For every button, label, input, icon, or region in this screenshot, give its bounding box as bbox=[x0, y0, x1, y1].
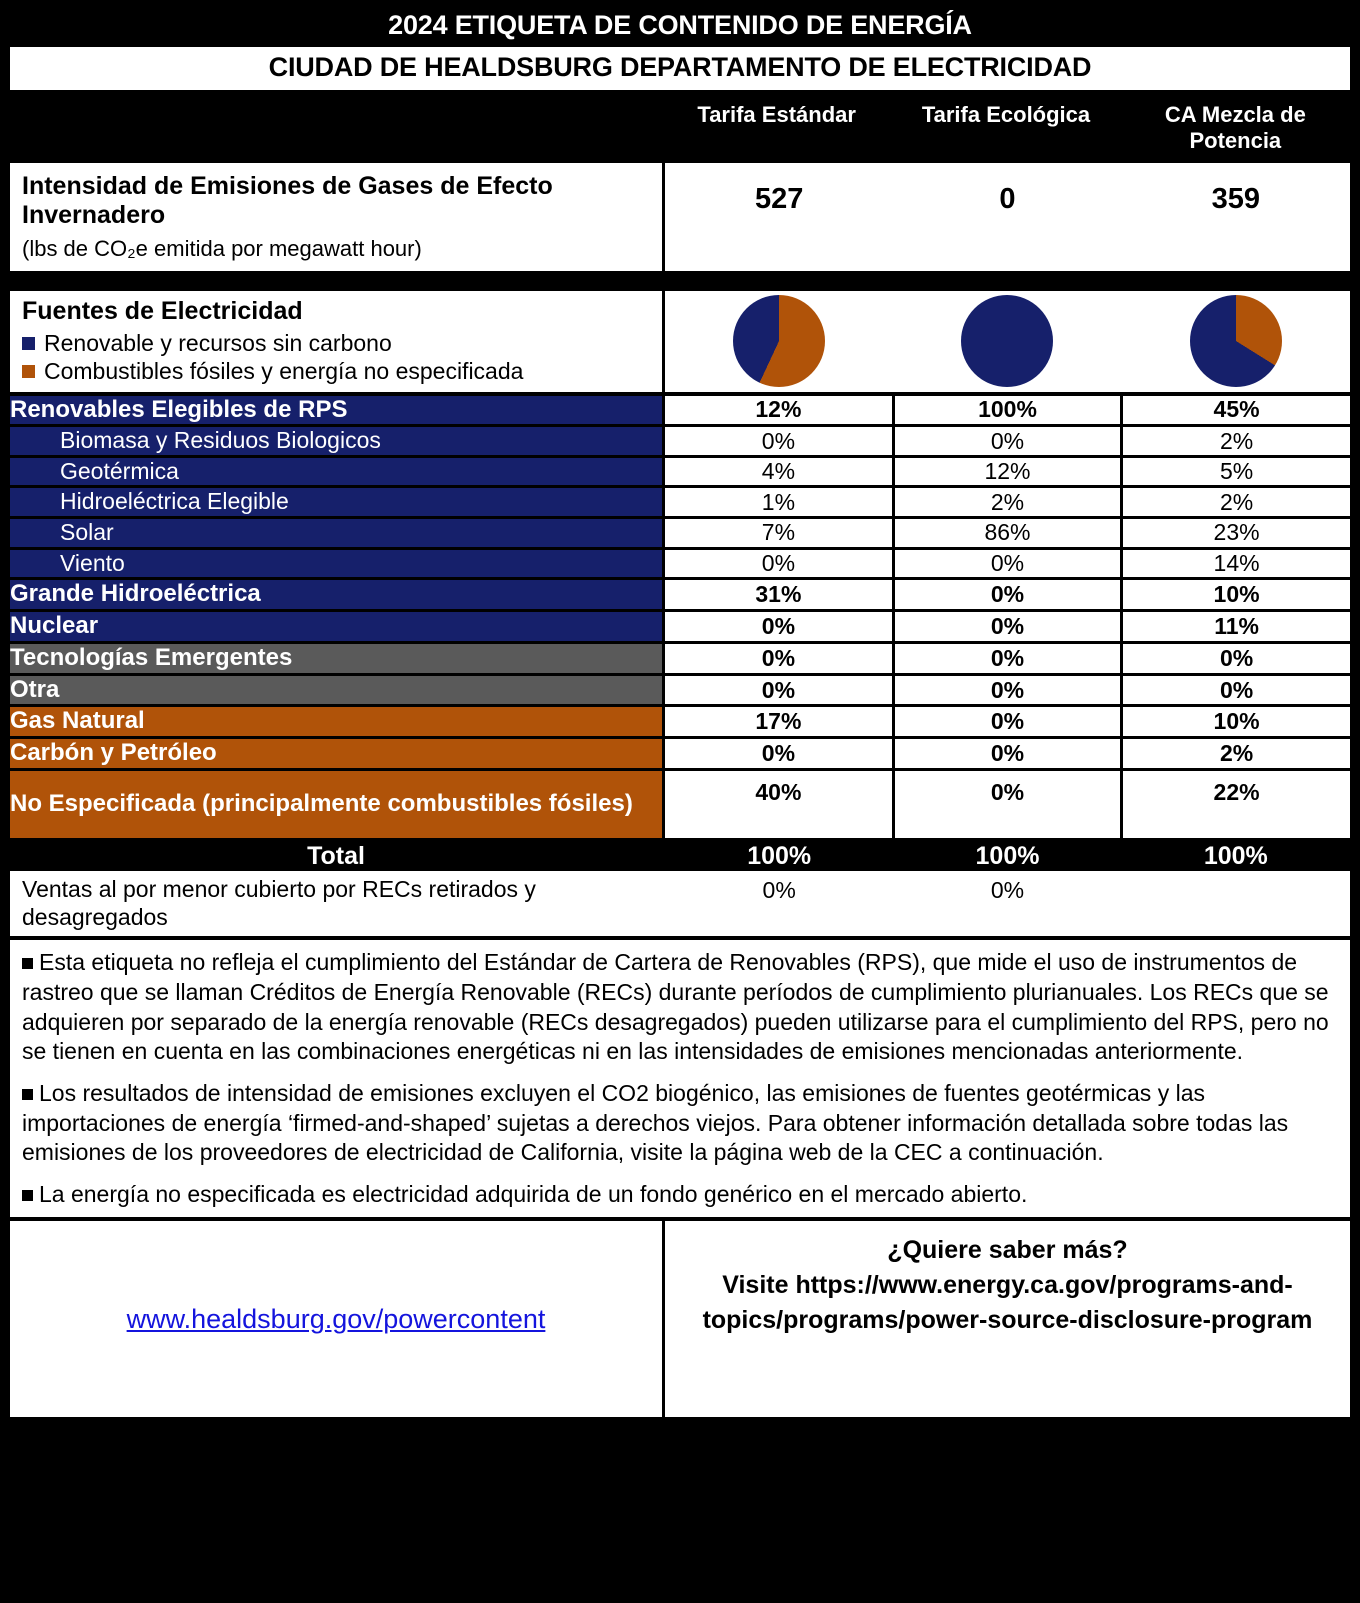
row-value-eco: 0% bbox=[893, 642, 1121, 674]
pie-chart-group bbox=[665, 291, 1350, 391]
table-row bbox=[10, 456, 1350, 487]
pie-chart-standard bbox=[733, 295, 825, 387]
total-label: Total bbox=[10, 840, 662, 872]
retail-recs-label: Ventas al por menor cubierto por RECs retirados y desagregados bbox=[10, 871, 662, 936]
row-value-ca-mix: 14% bbox=[1122, 548, 1350, 579]
row-label-rps-eligible: Renovables Elegibles de RPS bbox=[10, 396, 662, 426]
legend-swatch-icon bbox=[22, 337, 35, 350]
table-row bbox=[10, 396, 1350, 426]
row-value-standard: 40% bbox=[665, 770, 893, 840]
row-label-large-hydro: Grande Hidroeléctrica bbox=[10, 579, 662, 611]
row-value-ca-mix: 23% bbox=[1122, 518, 1350, 549]
row-value-ca-mix: 11% bbox=[1122, 611, 1350, 643]
row-value-ca-mix: 22% bbox=[1122, 770, 1350, 840]
cta-body: Visite https://www.energy.ca.gov/programs-and-topics/programs/power-source-disclosure-program bbox=[702, 1271, 1313, 1335]
footer-cta-cell bbox=[665, 1221, 1350, 1417]
table-row bbox=[10, 706, 1350, 738]
table-row bbox=[10, 642, 1350, 674]
row-label-geothermal: Geotérmica bbox=[10, 456, 662, 487]
row-value-ca-mix: 10% bbox=[1122, 579, 1350, 611]
row-label-natural-gas: Gas Natural bbox=[10, 706, 662, 738]
total-value-eco: 100% bbox=[893, 840, 1121, 872]
row-value-eco: 86% bbox=[893, 518, 1121, 549]
row-value-eco: 2% bbox=[893, 487, 1121, 518]
row-value-standard: 1% bbox=[665, 487, 893, 518]
section-divider bbox=[10, 271, 1350, 291]
row-value-standard: 0% bbox=[665, 426, 893, 457]
footer-link-cell bbox=[10, 1221, 662, 1417]
row-label-wind: Viento bbox=[10, 548, 662, 579]
row-value-standard: 0% bbox=[665, 611, 893, 643]
row-label-solar: Solar bbox=[10, 518, 662, 549]
row-label-nuclear: Nuclear bbox=[10, 611, 662, 643]
retail-recs-value-ca-mix bbox=[1122, 871, 1350, 936]
row-label-coal-oil: Carbón y Petróleo bbox=[10, 738, 662, 770]
footnote-item bbox=[22, 948, 1336, 1067]
row-label-other: Otra bbox=[10, 674, 662, 706]
column-header-eco: Tarifa Ecológica bbox=[921, 102, 1091, 127]
row-label-unspecified: No Especificada (principalmente combustibles fósiles) bbox=[10, 770, 662, 840]
row-value-standard: 7% bbox=[665, 518, 893, 549]
ghg-value-ca-mix: 359 bbox=[1211, 182, 1261, 215]
total-row bbox=[10, 840, 1350, 872]
row-value-eco: 0% bbox=[893, 674, 1121, 706]
row-value-ca-mix: 5% bbox=[1122, 456, 1350, 487]
energy-sources-table bbox=[10, 396, 1350, 937]
ghg-sublabel: (lbs de CO₂e emitida por megawatt hour) bbox=[22, 236, 422, 262]
legend-swatch-icon bbox=[22, 365, 35, 378]
column-header-row bbox=[10, 90, 1350, 154]
row-value-eco: 12% bbox=[893, 456, 1121, 487]
row-value-eco: 100% bbox=[893, 396, 1121, 426]
total-value-standard: 100% bbox=[665, 840, 893, 872]
table-row bbox=[10, 738, 1350, 770]
row-value-ca-mix: 45% bbox=[1122, 396, 1350, 426]
retail-recs-value-standard: 0% bbox=[665, 871, 893, 936]
row-value-eco: 0% bbox=[893, 738, 1121, 770]
column-header-ca-mix: CA Mezcla de Potencia bbox=[1164, 102, 1306, 153]
pie-chart-eco bbox=[961, 295, 1053, 387]
row-label-small-hydro: Hidroeléctrica Elegible bbox=[10, 487, 662, 518]
column-header-spacer bbox=[10, 102, 662, 154]
footnote-item bbox=[22, 1079, 1336, 1168]
legend-item-renewable bbox=[22, 329, 662, 357]
row-value-ca-mix: 10% bbox=[1122, 706, 1350, 738]
cta-title: ¿Quiere saber más? bbox=[887, 1236, 1128, 1265]
legend-item-fossil bbox=[22, 357, 662, 385]
row-label-emerging-tech: Tecnologías Emergentes bbox=[10, 642, 662, 674]
ghg-values-cell bbox=[665, 163, 1350, 272]
row-value-ca-mix: 2% bbox=[1122, 738, 1350, 770]
row-value-eco: 0% bbox=[893, 579, 1121, 611]
total-value-ca-mix: 100% bbox=[1122, 840, 1350, 872]
row-value-ca-mix: 2% bbox=[1122, 487, 1350, 518]
row-value-eco: 0% bbox=[893, 770, 1121, 840]
row-value-standard: 0% bbox=[665, 738, 893, 770]
table-row bbox=[10, 674, 1350, 706]
electricity-sources-row bbox=[10, 291, 1350, 391]
row-value-eco: 0% bbox=[893, 611, 1121, 643]
row-value-standard: 12% bbox=[665, 396, 893, 426]
bullet-square-icon bbox=[22, 958, 33, 969]
utility-name-banner bbox=[10, 47, 1350, 90]
row-value-eco: 0% bbox=[893, 426, 1121, 457]
row-value-standard: 31% bbox=[665, 579, 893, 611]
utility-name: CIUDAD DE HEALDSBURG DEPARTAMENTO DE ELECTRICIDAD bbox=[268, 52, 1092, 82]
bullet-square-icon bbox=[22, 1190, 33, 1201]
energy-sources-table-body bbox=[10, 396, 1350, 937]
legend-label-renewable: Renovable y recursos sin carbono bbox=[44, 330, 392, 357]
table-row bbox=[10, 579, 1350, 611]
column-header-standard: Tarifa Estándar bbox=[697, 102, 856, 127]
row-value-ca-mix: 2% bbox=[1122, 426, 1350, 457]
table-row bbox=[10, 548, 1350, 579]
ghg-label-cell bbox=[10, 163, 662, 272]
ghg-value-standard: 527 bbox=[754, 182, 804, 215]
ghg-intensity-row bbox=[10, 163, 1350, 272]
row-value-standard: 0% bbox=[665, 548, 893, 579]
ghg-value-eco: 0 bbox=[999, 182, 1016, 215]
row-value-standard: 4% bbox=[665, 456, 893, 487]
retail-recs-row bbox=[10, 871, 1350, 936]
row-value-ca-mix: 0% bbox=[1122, 642, 1350, 674]
retail-recs-value-eco: 0% bbox=[893, 871, 1121, 936]
row-value-standard: 0% bbox=[665, 642, 893, 674]
row-value-eco: 0% bbox=[893, 548, 1121, 579]
bullet-square-icon bbox=[22, 1089, 33, 1100]
table-row bbox=[10, 770, 1350, 840]
footer-section bbox=[10, 1221, 1350, 1417]
footnotes-section bbox=[10, 940, 1350, 1217]
footnote-text: Esta etiqueta no refleja el cumplimiento del Estándar de Cartera de Renovables (RPS), que mide el uso de instrumentos de rastreo que se llaman Créditos de Energía Renovable (RECs) durante períodos de cumplimiento plurianuales. Los RECs que se adquieren por separado de la energía renovable (RECs desagregados) pueden utilizarse para el cumplimiento del RPS, pero no se tienen en cuenta en las combinaciones energéticas ni en las intensidades de emisiones mencionadas anteriormente. bbox=[22, 949, 1329, 1065]
table-row bbox=[10, 426, 1350, 457]
pie-chart-ca-mix bbox=[1190, 295, 1282, 387]
footnote-text: La energía no especificada es electricidad adquirida de un fondo genérico en el mercado abierto. bbox=[39, 1180, 1028, 1207]
row-value-eco: 0% bbox=[893, 706, 1121, 738]
row-label-biomass: Biomasa y Residuos Biologicos bbox=[10, 426, 662, 457]
row-value-standard: 17% bbox=[665, 706, 893, 738]
page-title: 2024 ETIQUETA DE CONTENIDO DE ENERGÍA bbox=[388, 10, 972, 40]
sources-title: Fuentes de Electricidad bbox=[22, 297, 303, 326]
footnote-item bbox=[22, 1180, 1336, 1210]
row-value-ca-mix: 0% bbox=[1122, 674, 1350, 706]
footnote-text: Los resultados de intensidad de emisiones excluyen el CO2 biogénico, las emisiones de fuentes geotérmicas y las importaciones de energía ‘firmed-and-shaped’ sujetas a derechos viejos. Para obtener información detallada sobre todas las emisiones de los proveedores de electricidad de California, visite la página web de la CEC a continuación. bbox=[22, 1079, 1289, 1166]
ghg-label: Intensidad de Emisiones de Gases de Efecto Invernadero bbox=[22, 171, 553, 230]
legend-label-fossil: Combustibles fósiles y energía no especificada bbox=[44, 358, 524, 385]
table-row bbox=[10, 518, 1350, 549]
table-row bbox=[10, 487, 1350, 518]
sources-legend-cell bbox=[10, 291, 662, 391]
powercontent-link[interactable]: www.healdsburg.gov/powercontent bbox=[126, 1303, 546, 1334]
row-value-standard: 0% bbox=[665, 674, 893, 706]
table-row bbox=[10, 611, 1350, 643]
